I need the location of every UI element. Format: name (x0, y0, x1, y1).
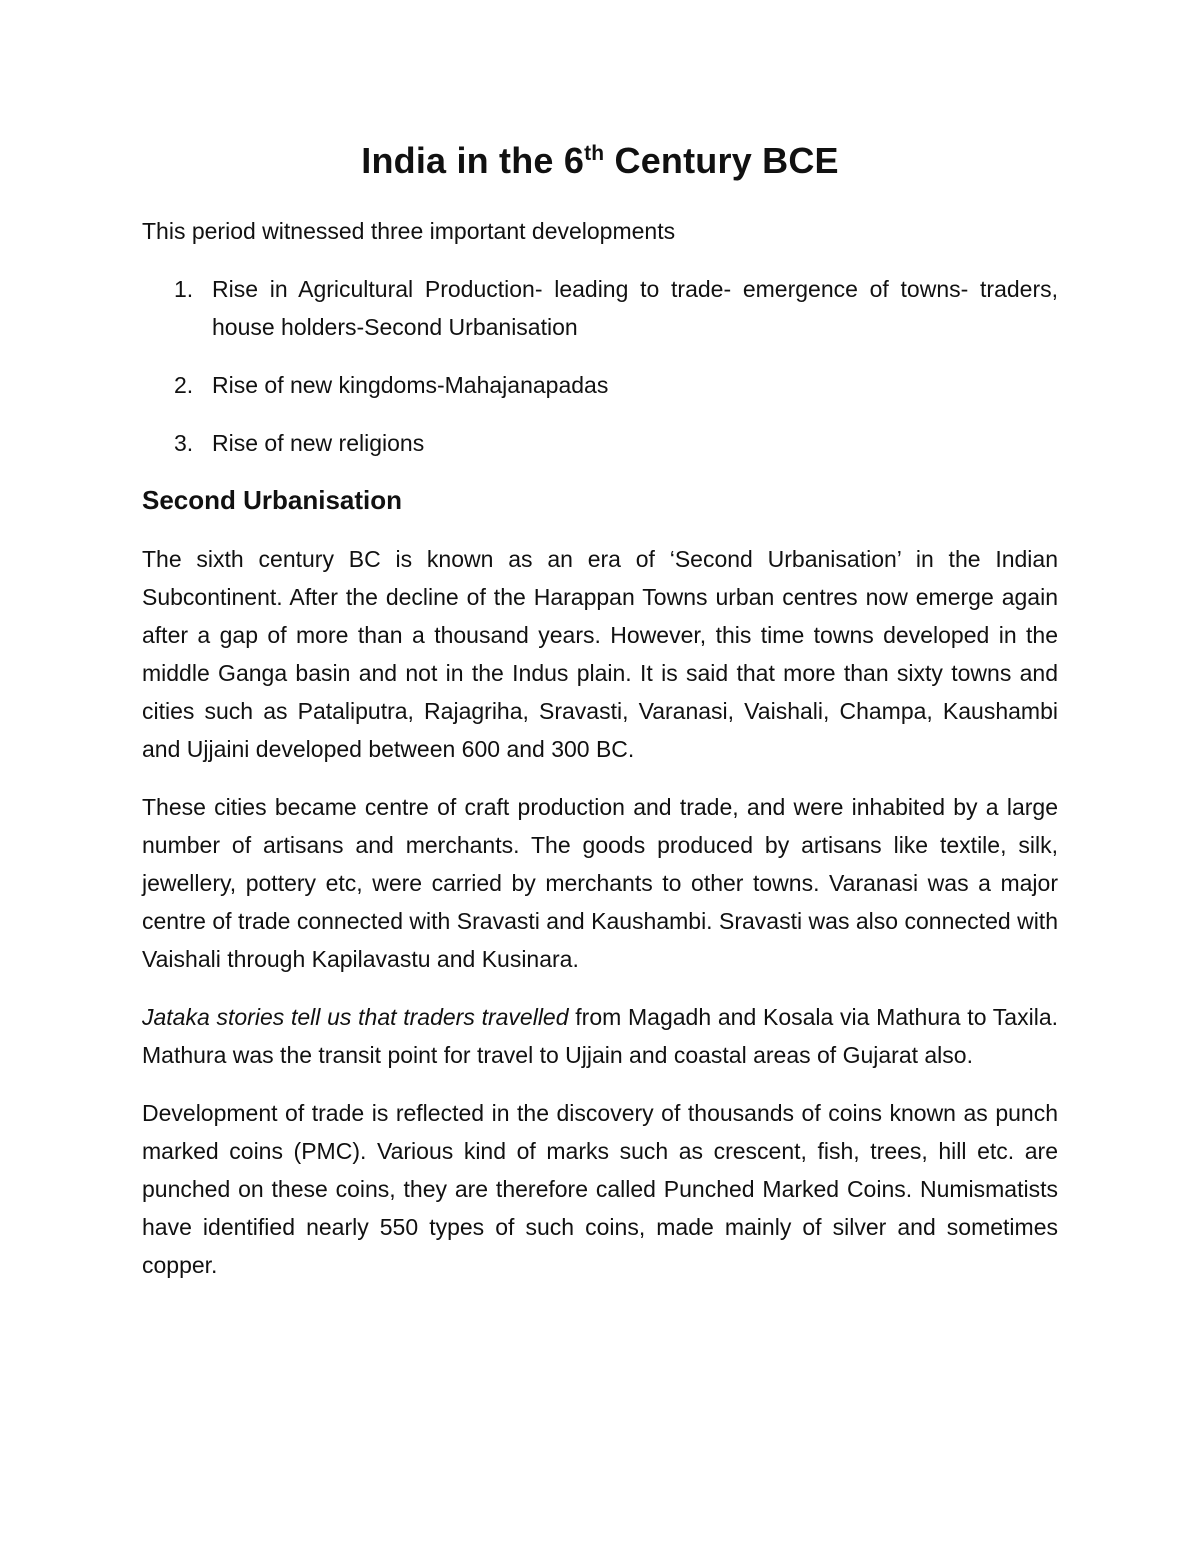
list-item-text: Rise of new kingdoms-Mahajanapadas (212, 372, 609, 398)
list-number: 1. (174, 276, 194, 302)
paragraph-urbanisation: The sixth century BC is known as an era of ‘Second Urbanisation’ in the Indian Subcontinent. After the decline of the Harappan Towns urban centres now emerge again after a gap of more than a thousand years. However, this time towns developed in the middle Ganga basin and not in the Indus plain. It is said that more than sixty towns and cities such as Pataliputra, Rajagriha, Sravasti, Varanasi, Vaishali, Champa, Kaushambi and Ujjaini developed between 600 and 300 BC. (142, 546, 1058, 762)
developments-list (142, 270, 1058, 462)
paragraph-craft-trade: These cities became centre of craft production and trade, and were inhabited by a large number of artisans and merchants. The goods produced by artisans like textile, silk, jewellery, pottery etc, were carried by merchants to other towns. Varanasi was a major centre of trade connected with Sravasti and Kaushambi. Sravasti was also connected with Vaishali through Kapilavastu and Kusinara. (142, 794, 1058, 972)
paragraph-coins: Development of trade is reflected in the discovery of thousands of coins known as punch marked coins (PMC). Various kind of marks such as crescent, fish, trees, hill etc. are punched on these coins, they are therefore called Punched Marked Coins. Numismatists have identified nearly 550 types of such coins, made mainly of silver and sometimes copper. (142, 1100, 1058, 1278)
title-superscript: th (584, 142, 605, 165)
intro-text: This period witnessed three important developments (142, 218, 676, 244)
jataka-italic-text: Jataka stories tell us that traders travelled (142, 1004, 569, 1030)
document-page (142, 140, 1058, 1304)
section-heading: Second Urbanisation (142, 485, 403, 515)
jataka-rest-text: from Magadh and Kosala via Mathura to Taxila. Mathura was the transit point for travel to Ujjain and coastal areas of Gujarat also. (142, 1004, 1058, 1068)
title-rest: Century BCE (604, 140, 839, 181)
list-item (142, 366, 1058, 404)
paragraph-jataka (142, 998, 1058, 1074)
page-title (142, 140, 1058, 182)
list-number: 3. (174, 430, 194, 456)
list-item (142, 270, 1058, 346)
list-item-text: Rise in Agricultural Production- leading to trade- emergence of towns- traders, house holders-Second Urbanisation (212, 276, 1058, 340)
list-number: 2. (174, 372, 194, 398)
title-main: India in the 6 (361, 140, 585, 181)
list-item-text: Rise of new religions (212, 430, 425, 456)
list-item (142, 424, 1058, 462)
